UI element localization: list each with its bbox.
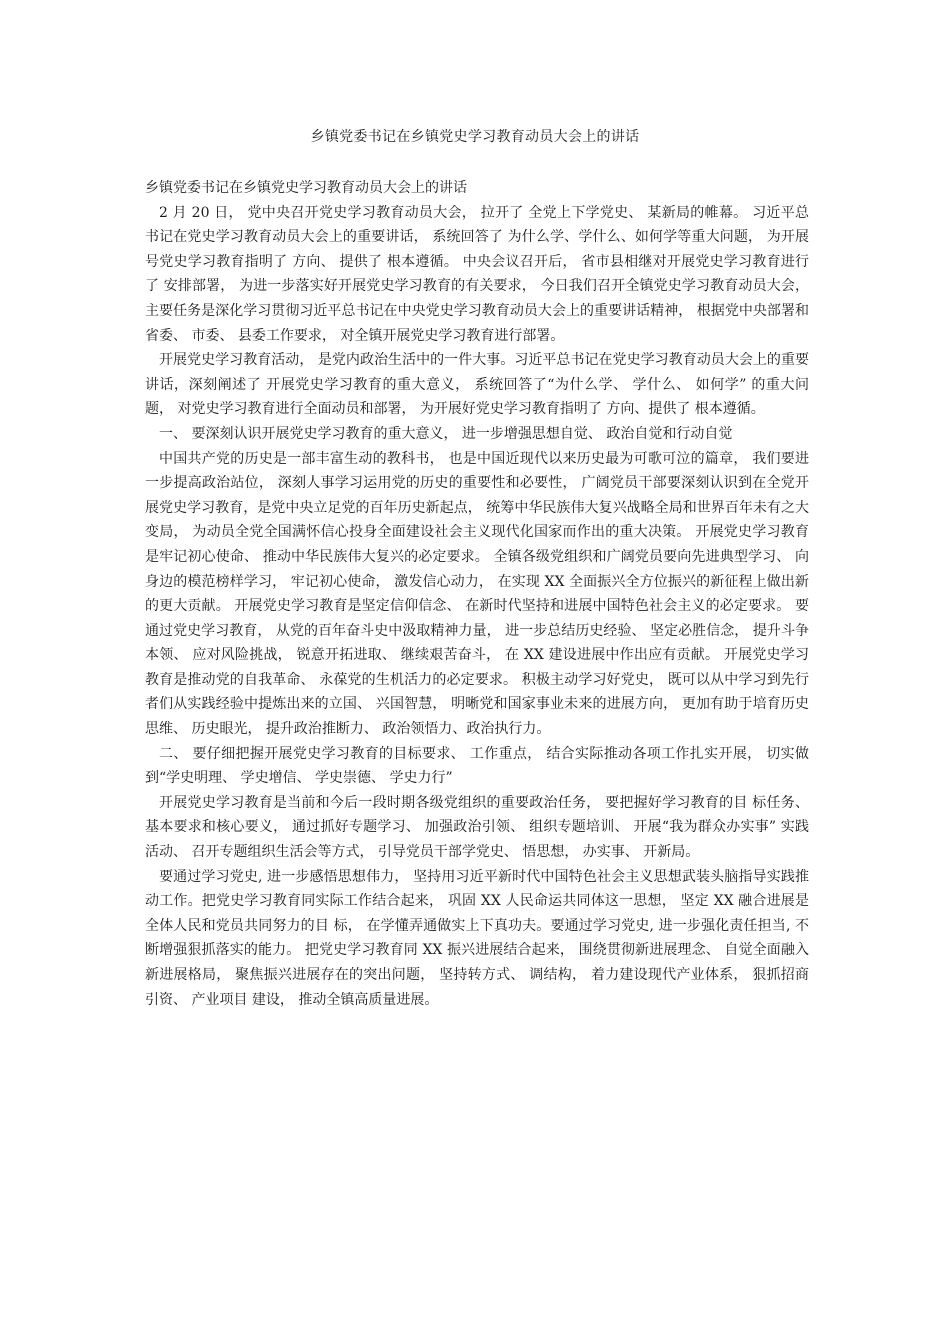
document-body (145, 176, 809, 1012)
section-heading-two: 二、 要仔细把握开展党史学习教育的目标要求、 工作重点， 结合实际推动各项工作扎实开展， 切实做到“学史明理、 学史增信、 学史崇德、 学史力行” (145, 745, 809, 787)
section-heading-one: 一、 要深刻认识开展党史学习教育的重大意义， 进一步增强思想自觉、 政治自觉和行动自觉 (159, 425, 733, 442)
paragraph-practice: 要通过学习党史, 进一步感悟思想伟力， 坚持用习近平新时代中国特色社会主义思想武装头脑指导实践推动工作。把党史学习教育同实际工作结合起来， 巩固 XX 人民命运共同体这一思想， 坚定 XX 融合进展是全体人民和党员共同努力的目 标， 在学懂弄通做实上下真功夫。要通过学习党史, 进一步强化责任担当, 不断增强狠抓落实的能力。 把党史学习教育同 XX 振兴进展结合起来， 围绕贯彻新进展理念、 自觉全面融入新进展格局， 聚焦振兴进展存在的突出问题， 坚持转方式、 调结构， 着力建设现代产业体系， 狠抓招商引资、 产业项目 建设， 推动全镇高质量进展。 (145, 868, 809, 1008)
document-title: 乡镇党委书记在乡镇党史学习教育动员大会上的讲话 (310, 129, 640, 145)
paragraph-tasks: 开展党史学习教育是当前和今后一段时期各级党组织的重要政治任务， 要把握好学习教育的目 标任务、 基本要求和核心要义， 通过抓好专题学习、 加强政治引领、 组织专题培训、 开展“我为群众办实事” 实践活动、 召开专题组织生活会等方式， 引导党员干部学党史、 悟思想， 办实事、 开新局。 (145, 794, 809, 861)
paragraph-history: 中国共产党的历史是一部丰富生动的教科书， 也是中国近现代以来历史最为可歌可泣的篇章， 我们要进一步提高政治站位， 深刻人事学习运用党的历史的重要性和必要性， 广阔党员干部要深刻认识到在全党开展党史学习教育，是党中央立足党的百年历史新起点， 统筹中华民族伟大复兴战略全局和世界百年未有之大变局， 为动员全党全国满怀信心投身全面建设社会主义现代化国家而作出的重大决策。 开展党史学习教育是牢记初心使命、 推动中华民族伟大复兴的必定要求。 全镇各级党组织和广阔党员要向先进典型学习、 向身边的模范榜样学习， 牢记初心使命， 激发信心动力， 在实现 XX 全面振兴全方位振兴的新征程上做出新的更大贡献。 开展党史学习教育是坚定信仰信念、 在新时代坚持和进展中国特色社会主义的必定要求。 要通过党史学习教育， 从党的百年奋斗史中汲取精神力量， 进一步总结历史经验、 坚定必胜信念， 提升斗争本领、 应对风险挑战， 锐意开拓进取、 继续艰苦奋斗， 在 XX 建设进展中作出应有贡献。 开展党史学习教育是推动党的自我革命、 永葆党的生机活力的必定要求。 积极主动学习好党史， 既可以从中学习到先行者们从实践经验中提炼出来的立国、 兴国智慧， 明晰党和国家事业未来的进展方向， 更加有助于培育历史思维、 历史眼光， 提升政治推断力、 政治领悟力、政治执行力。 (145, 450, 809, 738)
paragraph-intro: 2 月 20 日， 党中央召开党史学习教育动员大会， 拉开了 全党上下学党史、 某新局的帷幕。 习近平总书记在党史学习教育动员大会上的重要讲话， 系统回答了 为什么学、学什么、如何学等重大问题， 为开展号党史学习教育指明了 方向、 提供了 根本遵循。 中央会议召开后， 省市县相继对开展党史学习教育进行了 安排部署， 为进一步落实好开展党史学习教育的有关要求， 今日我们召开全镇党史学习教育动员大会， 主要任务是深化学习贯彻习近平总书记在中央党史学习教育动员大会上的重要讲话精神， 根据党中央部署和省委、 市委、 县委工作要求， 对全镇开展党史学习教育进行部署。 (145, 204, 809, 344)
paragraph-significance: 开展党史学习教育活动， 是党内政治生活中的一件大事。习近平总书记在党史学习教育动员大会上的重要讲话，深刻阐述了 开展党史学习教育的重大意义， 系统回答了“为什么学、 学什么、 如何学” 的重大问题， 对党史学习教育进行全面动员和部署， 为开展好党史学习教育指明了 方向、提供了 根本遵循。 (145, 352, 809, 418)
document-subtitle: 乡镇党委书记在乡镇党史学习教育动员大会上的讲话 (145, 180, 467, 196)
